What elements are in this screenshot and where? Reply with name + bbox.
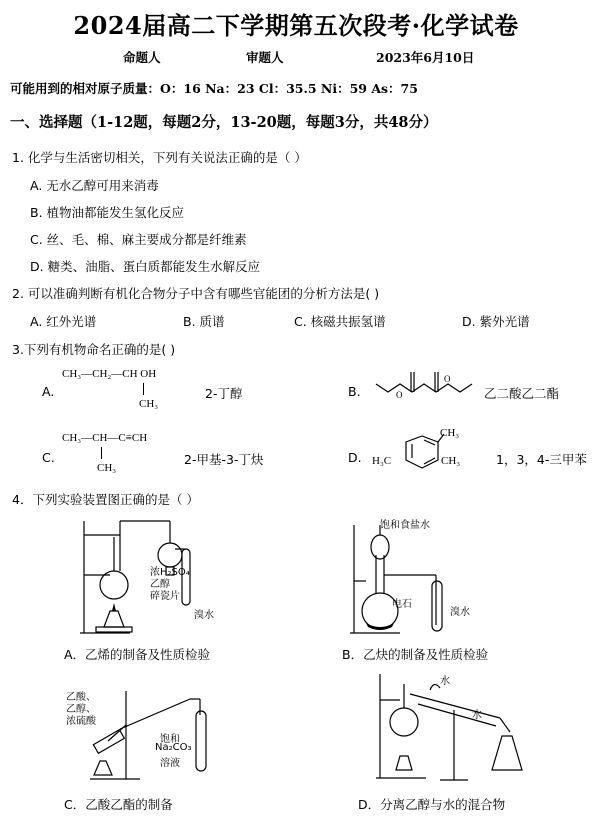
apparatus-a-label-bromine: 溴水 [194, 610, 214, 621]
q3-c-bond [101, 447, 102, 459]
reviewer-label: 审题人 [246, 50, 284, 65]
apparatus-a-label-ethanol: 乙醇 [150, 579, 170, 590]
q3-a-formula-bottom: CH₃ [139, 398, 159, 410]
svg-text:O: O [396, 390, 403, 400]
q2-option-d[interactable]: D. 紫外光谱 [462, 314, 530, 329]
apparatus-b-label-brine: 饱和食盐水 [380, 520, 430, 531]
atomic-masses: 可能用到的相对原子质量：O：16 Na：23 Cl：35.5 Ni：59 As：75 [10, 81, 418, 96]
apparatus-d-label-water-out: 水 [472, 710, 482, 721]
q2-option-a[interactable]: A. 红外光谱 [30, 314, 97, 329]
q3-d-sub-right: CH₃ [441, 455, 461, 467]
apparatus-a-label-chips: 碎瓷片 [150, 591, 180, 602]
apparatus-d-caption[interactable]: D．分离乙醇与水的混合物 [358, 797, 506, 812]
apparatus-b-diagram [340, 515, 510, 640]
q3-option-d-label[interactable]: D. [348, 450, 362, 465]
q3-stem: 3.下列有机物命名正确的是( ) [12, 342, 176, 357]
q3-d-sub-left: H₃C [372, 455, 392, 467]
apparatus-c-label-4: 饱和 [160, 734, 180, 745]
q3-c-formula-top: CH₃—CH—C≡CH [62, 432, 148, 444]
apparatus-c-label-6: 溶液 [160, 758, 180, 769]
apparatus-d-diagram [370, 670, 550, 785]
q2-option-c[interactable]: C. 核磁共振氢谱 [294, 314, 386, 329]
q3-option-b-label[interactable]: B. [348, 384, 361, 399]
q3-d-name: 1，3，4-三甲苯 [496, 452, 587, 467]
apparatus-c-label-5: Na₂CO₃ [155, 742, 192, 753]
q4-stem: 4．下列实验装置图正确的是（ ） [12, 492, 199, 507]
q3-a-formula-top: CH₃—CH₂—CH OH [62, 368, 157, 380]
q3-b-structure [372, 368, 484, 402]
svg-text:O: O [444, 374, 451, 384]
apparatus-a-label-acid: 浓H₂SO₄ [150, 567, 190, 578]
apparatus-d-label-water-in: 水 [440, 676, 450, 687]
apparatus-b-label-carbide: 电石 [392, 599, 412, 610]
q1-stem: 1. 化学与生活密切相关，下列有关说法正确的是（ ） [12, 150, 307, 165]
q3-b-name: 乙二酸乙二酯 [484, 386, 560, 401]
q2-option-b[interactable]: B. 质谱 [183, 314, 225, 329]
q3-c-name: 2-甲基-3-丁炔 [184, 452, 264, 467]
apparatus-a-caption[interactable]: A．乙烯的制备及性质检验 [64, 647, 211, 662]
q1-option-c[interactable]: C. 丝、毛、棉、麻主要成分都是纤维素 [30, 232, 247, 247]
q3-c-formula-bottom: CH₃ [97, 462, 117, 474]
q3-a-name: 2-丁醇 [205, 386, 243, 401]
q1-option-b[interactable]: B. 植物油都能发生氢化反应 [30, 205, 185, 220]
q2-stem: 2. 可以准确判断有机化合物分子中含有哪些官能团的分析方法是( ) [12, 286, 380, 301]
section-title: 一、选择题（1-12题，每题2分，13-20题，每题3分，共48分） [10, 114, 438, 131]
apparatus-c-label-3: 浓硫酸 [66, 716, 96, 727]
apparatus-c-caption[interactable]: C．乙酸乙酯的制备 [64, 797, 173, 812]
q3-a-bond [143, 383, 144, 395]
apparatus-c-label-1: 乙酸、 [66, 692, 96, 703]
exam-date: 2023年6月10日 [376, 50, 475, 65]
page-title: 2024届高二下学期第五次段考·化学试卷 [73, 11, 519, 40]
q1-option-d[interactable]: D. 糖类、油脂、蛋白质都能发生水解反应 [30, 259, 261, 274]
apparatus-b-caption[interactable]: B．乙炔的制备及性质检验 [342, 647, 489, 662]
apparatus-c-label-2: 乙醇、 [66, 704, 96, 715]
apparatus-b-label-bromine: 溴水 [450, 607, 470, 618]
q3-option-c-label[interactable]: C. [42, 450, 55, 465]
q1-option-a[interactable]: A. 无水乙醇可用来消毒 [30, 178, 159, 193]
q3-d-sub-top: CH₃ [440, 427, 460, 439]
setter-label: 命题人 [123, 50, 161, 65]
q3-option-a-label[interactable]: A. [42, 384, 55, 399]
